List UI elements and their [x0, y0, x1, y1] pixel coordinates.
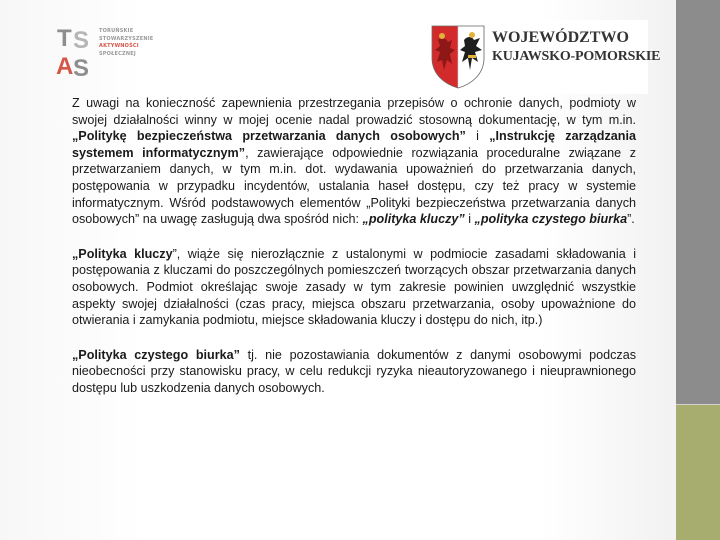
para3-bold-title: „Polityka czystego biurka” — [72, 347, 240, 362]
tsas-logo-text — [99, 28, 153, 58]
logo-letter-s1: S — [73, 27, 90, 54]
right-band-olive — [676, 405, 720, 540]
para1-text-2: i — [465, 129, 490, 144]
para1-key-policy: „polityka kluczy” — [362, 212, 465, 227]
slide-body — [72, 95, 636, 415]
logo-letter-a: A — [56, 53, 74, 80]
logo-letter-t: T — [57, 25, 72, 52]
para1-text-3: , zawierające odpowiednie rozwiązania proceduralne związane z przetwarzaniem danych, w tym m.in. dot. wydawania upoważnień do przetwarzania danych, postępowania w przypadku incydentów, ustalania haseł dostępu, czy też pracy w systemie informatycznym. Wśród podstawowych elementów „Polityki bezpieczeństwa przetwarzania danych osobowych” na uwagę zasługują dwa spośród nich: — [72, 145, 637, 227]
logo-line-4: SPOŁECZNEJ — [99, 50, 136, 57]
voivodeship-line-1: WOJEWÓDZTWO — [492, 29, 629, 46]
logo-letter-s2: S — [73, 55, 90, 80]
paragraph-key-policy — [72, 246, 636, 329]
right-decor-band — [676, 0, 720, 540]
para1-clean-desk-policy: „polityka czystego biurka — [474, 212, 628, 227]
para2-text: ”, wiąże się nierozłącznie z ustalonymi w podmiocie zasadami składowania i postępowania z kluczami do poszczególnych pomieszczeń tworzących obszar przetwarzania danych osobowych. Podmiot określając swoje zasady w tym zakresie powinien uwzględnić wszystkie aspekty swojej działalności (czas pracy, miejsca obszaru przetwarzania, osoby upoważnione do otwierania i zamykania podmiotu, miejsce składowania kluczy i dostępu do nich, itp.) — [72, 246, 636, 328]
tsas-logo-letters — [56, 24, 100, 80]
logo-line-2: STOWARZYSZENIE — [99, 35, 154, 42]
voivodeship-name — [492, 28, 660, 66]
para1-bold-instruction: „Instrukcję zarządzania systemem informatycznym” — [72, 129, 637, 160]
para1-text-1: Z uwagi na konieczność zapewnienia przestrzegania przepisów o ochronie danych, podmioty w swojej działalności winny w mojej ocenie nadal prowadzić stosowną dokumentację, w tym m.in. — [72, 96, 636, 127]
paragraph-clean-desk — [72, 347, 636, 397]
para1-bold-policy: „Politykę bezpieczeństwa przetwarzania danych osobowych” — [72, 129, 466, 144]
para1-text-5: ”. — [627, 212, 635, 227]
voivodeship-line-2: KUJAWSKO-POMORSKIE — [492, 49, 661, 64]
voivodeship-logo — [426, 20, 661, 94]
para1-text-4: i — [464, 212, 475, 227]
coat-of-arms-icon — [428, 22, 488, 92]
logo-line-1: TORUŃSKIE — [99, 28, 134, 34]
paragraph-data-protection — [72, 95, 636, 228]
logo-line-3: AKTYWNOŚCI — [99, 43, 139, 49]
para2-bold-title: „Polityka kluczy — [72, 246, 173, 261]
para3-text: tj. nie pozostawiania dokumentów z danymi osobowymi podczas nieobecności przy stanowisku pracy, w celu redukcji ryzyka nieautoryzowanego i nieuprawnionego dostępu lub uszkodzenia danych osobowych. — [72, 347, 636, 395]
tsas-logo — [56, 24, 166, 84]
right-band-gray — [676, 0, 720, 405]
